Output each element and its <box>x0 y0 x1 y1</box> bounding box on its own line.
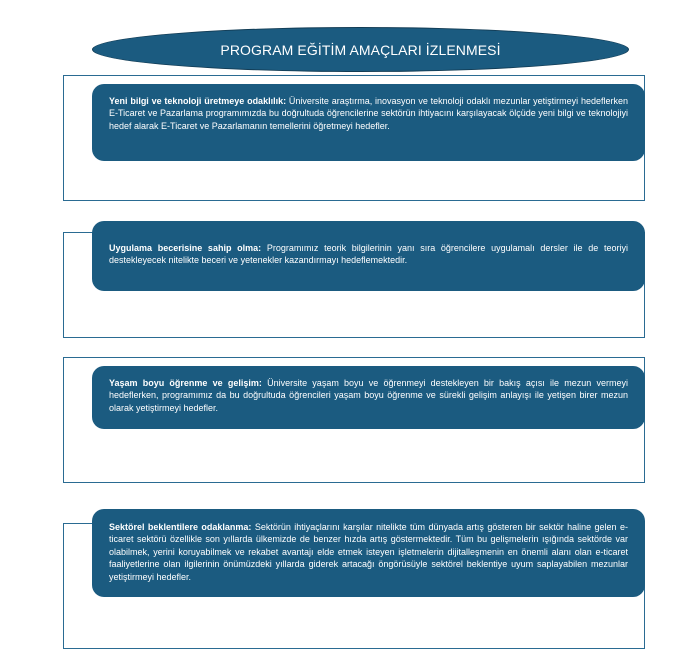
objective-text-3: Üniversite yaşam boyu ve öğrenmeyi destekleyen bir bakış açısı ile mezun vermeyi hedeflerken, programımız da bu doğrultuda öğrencileri yaşam boyu öğrenme ve sürekli gelişim anlayışı ile yetişen birer mezun olarak yetiştirmeyi hedefler. <box>109 378 628 413</box>
objective-heading-1: Yeni bilgi ve teknoloji üretmeye odaklılık: <box>109 96 287 106</box>
diagram-title: PROGRAM EĞİTİM AMAÇLARI İZLENMESİ <box>220 41 501 58</box>
objective-heading-3: Yaşam boyu öğrenme ve gelişim: <box>109 378 262 388</box>
objective-heading-4: Sektörel beklentilere odaklanma: <box>109 522 252 532</box>
objective-card-2 <box>92 221 645 291</box>
objective-card-3 <box>92 366 645 429</box>
objective-heading-2: Uygulama becerisine sahip olma: <box>109 243 262 253</box>
objective-card-1 <box>92 84 645 161</box>
objective-text-2: Programımız teorik bilgilerinin yanı sıra öğrencilere uygulamalı dersler ile de teoriyi destekleyecek nitelikte beceri ve yetenekler kazandırmayı hedeflemektedir. <box>109 243 628 266</box>
objective-text-1: Üniversite araştırma, inovasyon ve teknoloji odaklı mezunlar yetiştirmeyi hedeflerken E-Ticaret ve Pazarlama programımızda bu doğrultuda öğrencilerine sektörün ihtiyacını karşılayacak ölçüde yeni bilgi ve teknolojiyi hedef alarak E-Ticaret ve Pazarlamanın temellerini öğretmeyi hedefler. <box>109 96 628 131</box>
objective-card-4 <box>92 509 645 597</box>
objective-text-4: Sektörün ihtiyaçlarını karşılar nitelikte tüm dünyada artış gösteren bir sektör haline gelen e-ticaret sektörü özellikle son yıllarda ülkemizde de benzer hızda artış göstermektedir. Tüm bu gelişmelerin ışığında sektörde var olabilmek, yerini koruyabilmek ve rekabet avantajı elde etmek isteyen işletmelerin dijitalleşmenin en önemli alanı olan e-ticaret faaliyetlerine olan ilgilerinin önümüzdeki yıllarda giderek artacağı öngörüsüyle sektörel beklentiye uyum saplayabilen mezunlar yetiştirmeyi hedefler. <box>109 522 628 582</box>
title-ellipse <box>92 27 629 72</box>
